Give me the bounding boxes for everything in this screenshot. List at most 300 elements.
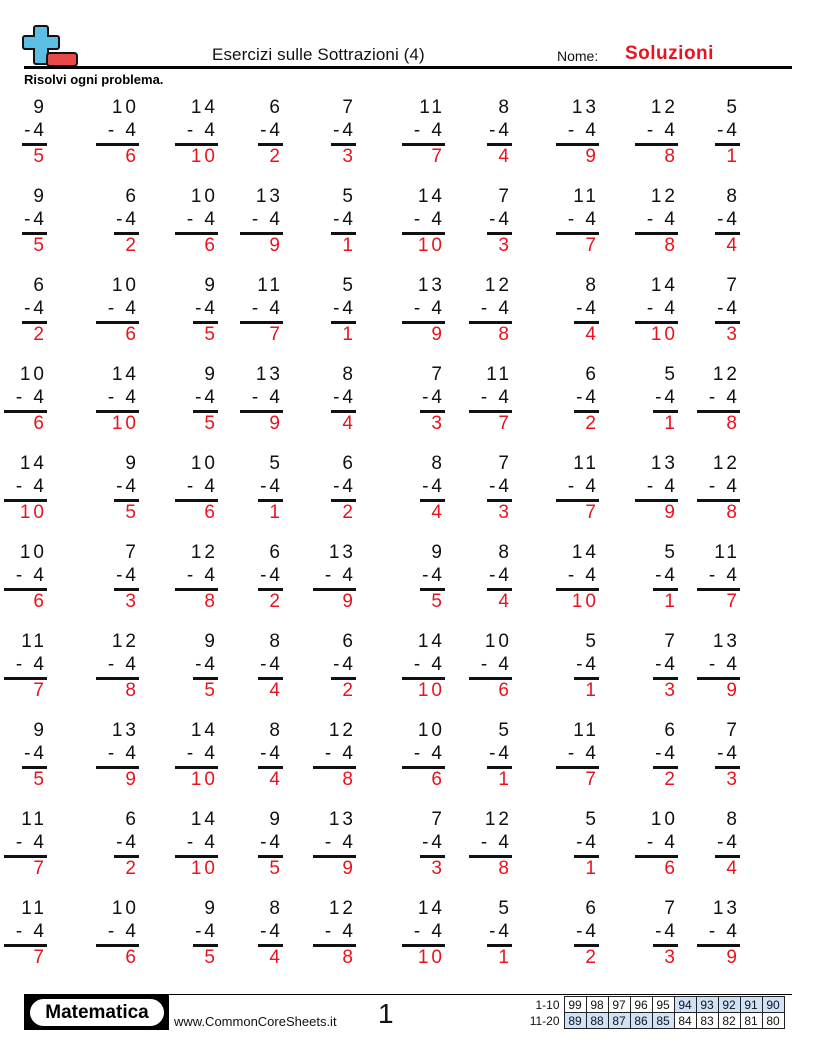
minuend: 6 xyxy=(269,97,283,118)
answer: 2 xyxy=(585,413,599,434)
subtrahend: -4 xyxy=(717,743,740,764)
answer: 4 xyxy=(726,235,740,256)
answer: 9 xyxy=(585,146,599,167)
subtrahend: -4 xyxy=(260,476,283,497)
subtrahend: -4 xyxy=(422,565,445,586)
subtraction-problem xyxy=(487,185,512,257)
minuend: 7 xyxy=(498,186,512,207)
minuend: 6 xyxy=(585,898,599,919)
answer: 7 xyxy=(269,324,283,345)
answer: 10 xyxy=(190,858,218,879)
subtrahend: -4 xyxy=(260,921,283,942)
minuend: 7 xyxy=(431,809,445,830)
answer: 1 xyxy=(726,146,740,167)
minuend: 9 xyxy=(204,364,218,385)
score-cell: 91 xyxy=(740,997,762,1013)
subtraction-problem xyxy=(240,185,283,257)
minuend: 12 xyxy=(712,364,740,385)
answer: 4 xyxy=(431,502,445,523)
subtrahend: - 4 xyxy=(480,387,512,408)
minuend: 5 xyxy=(269,453,283,474)
minuend: 6 xyxy=(342,631,356,652)
problem-row xyxy=(0,897,816,977)
answer: 1 xyxy=(269,502,283,523)
score-cell: 82 xyxy=(718,1013,740,1029)
minuend: 9 xyxy=(125,453,139,474)
subtrahend: - 4 xyxy=(413,298,445,319)
score-cell: 87 xyxy=(608,1013,630,1029)
subtraction-problem xyxy=(331,185,356,257)
subtrahend: -4 xyxy=(333,654,356,675)
minuend: 11 xyxy=(21,631,47,652)
score-cell: 92 xyxy=(718,997,740,1013)
answer: 9 xyxy=(269,413,283,434)
answer: 4 xyxy=(498,146,512,167)
answer: 10 xyxy=(417,947,445,968)
answer: 6 xyxy=(204,502,218,523)
subtraction-problem xyxy=(175,185,218,257)
subtraction-problem xyxy=(175,719,218,791)
minuend: 9 xyxy=(204,275,218,296)
minuend: 8 xyxy=(585,275,599,296)
subtraction-problem xyxy=(574,897,599,969)
answer: 2 xyxy=(664,769,678,790)
subtraction-problem xyxy=(240,274,283,346)
minuend: 6 xyxy=(585,364,599,385)
subtraction-problem xyxy=(402,274,445,346)
answer: 8 xyxy=(726,413,740,434)
minuend: 10 xyxy=(484,631,512,652)
subtraction-problem xyxy=(331,363,356,435)
problem-row xyxy=(0,719,816,799)
subtraction-problem xyxy=(487,541,512,613)
answer: 8 xyxy=(204,591,218,612)
subtraction-problem xyxy=(313,719,356,791)
score-cell: 89 xyxy=(564,1013,586,1029)
answer: 10 xyxy=(111,413,139,434)
subtrahend: -4 xyxy=(24,120,47,141)
subtrahend: -4 xyxy=(489,209,512,230)
subtraction-problem xyxy=(715,719,740,791)
minuend: 13 xyxy=(712,898,740,919)
subtraction-problem xyxy=(193,897,218,969)
minuend: 14 xyxy=(190,720,218,741)
answer: 5 xyxy=(204,947,218,968)
answer: 3 xyxy=(342,146,356,167)
minuend: 8 xyxy=(498,97,512,118)
answer: 1 xyxy=(342,324,356,345)
subtrahend: -4 xyxy=(333,387,356,408)
minuend: 8 xyxy=(269,898,283,919)
score-cell: 93 xyxy=(696,997,718,1013)
subtrahend: -4 xyxy=(655,387,678,408)
minuend: 10 xyxy=(111,898,139,919)
minuend: 8 xyxy=(726,809,740,830)
problem-row xyxy=(0,274,816,354)
subtraction-problem xyxy=(313,808,356,880)
subtrahend: - 4 xyxy=(413,209,445,230)
subtraction-problem xyxy=(258,452,283,524)
answer: 1 xyxy=(342,235,356,256)
answer: 1 xyxy=(498,769,512,790)
minuend: 10 xyxy=(650,809,678,830)
subtraction-problem xyxy=(258,630,283,702)
answer: 8 xyxy=(664,146,678,167)
subtraction-problem xyxy=(193,630,218,702)
minuend: 9 xyxy=(204,898,218,919)
subtraction-problem xyxy=(635,96,678,168)
problem-row xyxy=(0,630,816,710)
subtraction-problem xyxy=(574,808,599,880)
subtrahend: - 4 xyxy=(251,387,283,408)
subtrahend: -4 xyxy=(333,209,356,230)
answer: 2 xyxy=(125,858,139,879)
subtrahend: - 4 xyxy=(324,921,356,942)
answer: 8 xyxy=(342,769,356,790)
answer: 2 xyxy=(342,680,356,701)
score-cell: 80 xyxy=(762,1013,784,1029)
answer: 10 xyxy=(571,591,599,612)
subtraction-problem xyxy=(653,630,678,702)
subtrahend: -4 xyxy=(655,565,678,586)
minuend: 13 xyxy=(328,809,356,830)
subtrahend: - 4 xyxy=(15,565,47,586)
minuend: 9 xyxy=(431,542,445,563)
answer: 7 xyxy=(498,413,512,434)
answer: 6 xyxy=(664,858,678,879)
answer: 9 xyxy=(726,680,740,701)
answer: 3 xyxy=(664,947,678,968)
minuend: 12 xyxy=(328,898,356,919)
answer: 9 xyxy=(342,591,356,612)
answer: 6 xyxy=(33,591,47,612)
answer: 3 xyxy=(125,591,139,612)
minuend: 10 xyxy=(111,97,139,118)
minuend: 7 xyxy=(664,631,678,652)
answer: 10 xyxy=(650,324,678,345)
subtrahend: -4 xyxy=(333,120,356,141)
subtrahend: - 4 xyxy=(646,120,678,141)
subtraction-problem xyxy=(653,541,678,613)
plus-minus-logo-icon xyxy=(22,24,80,68)
subtrahend: -4 xyxy=(489,921,512,942)
subtrahend: - 4 xyxy=(15,832,47,853)
answer: 6 xyxy=(204,235,218,256)
subtraction-problem xyxy=(96,274,139,346)
subtrahend: - 4 xyxy=(324,565,356,586)
answer: 1 xyxy=(664,591,678,612)
subtrahend: - 4 xyxy=(251,298,283,319)
minuend: 13 xyxy=(712,631,740,652)
minuend: 5 xyxy=(342,186,356,207)
subtrahend: -4 xyxy=(260,654,283,675)
minuend: 12 xyxy=(111,631,139,652)
answer: 5 xyxy=(204,324,218,345)
minuend: 11 xyxy=(714,542,740,563)
minuend: 5 xyxy=(664,364,678,385)
subtraction-problem xyxy=(487,96,512,168)
subtrahend: - 4 xyxy=(324,832,356,853)
subtrahend: - 4 xyxy=(708,921,740,942)
subtrahend: - 4 xyxy=(15,387,47,408)
subtrahend: - 4 xyxy=(567,120,599,141)
answer: 6 xyxy=(125,146,139,167)
minuend: 8 xyxy=(342,364,356,385)
subtrahend: - 4 xyxy=(708,565,740,586)
subtrahend: - 4 xyxy=(708,654,740,675)
subtraction-problem xyxy=(4,897,47,969)
subtraction-problem xyxy=(469,363,512,435)
subtrahend: - 4 xyxy=(186,832,218,853)
minuend: 7 xyxy=(726,720,740,741)
minuend: 11 xyxy=(573,453,599,474)
subtraction-problem xyxy=(22,719,47,791)
answer: 6 xyxy=(125,324,139,345)
minuend: 8 xyxy=(726,186,740,207)
subtrahend: - 4 xyxy=(186,743,218,764)
subtrahend: - 4 xyxy=(646,298,678,319)
subtrahend: -4 xyxy=(260,120,283,141)
subtrahend: - 4 xyxy=(567,743,599,764)
answer: 7 xyxy=(726,591,740,612)
subtraction-problem xyxy=(420,452,445,524)
minuend: 11 xyxy=(573,186,599,207)
subtraction-problem xyxy=(469,274,512,346)
subtraction-problem xyxy=(96,630,139,702)
minuend: 5 xyxy=(498,898,512,919)
subtraction-problem xyxy=(114,541,139,613)
answer: 3 xyxy=(431,858,445,879)
answer: 1 xyxy=(585,680,599,701)
answer: 4 xyxy=(342,413,356,434)
minuend: 6 xyxy=(664,720,678,741)
answer: 9 xyxy=(342,858,356,879)
score-cell: 98 xyxy=(586,997,608,1013)
minuend: 12 xyxy=(712,453,740,474)
subtraction-problem xyxy=(193,363,218,435)
subtrahend: -4 xyxy=(24,298,47,319)
minuend: 13 xyxy=(417,275,445,296)
subtraction-problem xyxy=(175,452,218,524)
subtraction-problem xyxy=(331,630,356,702)
subtraction-problem xyxy=(697,541,740,613)
subtrahend: - 4 xyxy=(107,654,139,675)
subtrahend: -4 xyxy=(489,743,512,764)
answer: 10 xyxy=(417,235,445,256)
subtraction-problem xyxy=(22,274,47,346)
answer: 5 xyxy=(204,413,218,434)
subtraction-problem xyxy=(22,96,47,168)
subtraction-problem xyxy=(420,808,445,880)
subtrahend: - 4 xyxy=(15,476,47,497)
answer: 8 xyxy=(726,502,740,523)
subtrahend: - 4 xyxy=(186,120,218,141)
subtraction-problem xyxy=(715,274,740,346)
subtraction-problem xyxy=(114,185,139,257)
answer: 8 xyxy=(342,947,356,968)
subtraction-problem xyxy=(556,452,599,524)
subtrahend: - 4 xyxy=(186,476,218,497)
subtraction-problem xyxy=(4,630,47,702)
subtrahend: -4 xyxy=(333,298,356,319)
problem-row xyxy=(0,452,816,532)
subtraction-problem xyxy=(175,808,218,880)
score-cell: 84 xyxy=(674,1013,696,1029)
score-cell: 86 xyxy=(630,1013,652,1029)
minuend: 6 xyxy=(125,186,139,207)
answer: 7 xyxy=(33,947,47,968)
score-cell: 90 xyxy=(762,997,784,1013)
minuend: 5 xyxy=(726,97,740,118)
subtraction-problem xyxy=(313,541,356,613)
subtraction-problem xyxy=(556,541,599,613)
subtraction-problem xyxy=(556,96,599,168)
subtrahend: - 4 xyxy=(413,654,445,675)
subtraction-problem xyxy=(715,96,740,168)
answer: 6 xyxy=(431,769,445,790)
subtraction-problem xyxy=(653,719,678,791)
subtraction-problem xyxy=(715,808,740,880)
subtrahend: -4 xyxy=(195,921,218,942)
subtrahend: - 4 xyxy=(107,298,139,319)
answer: 9 xyxy=(125,769,139,790)
minuend: 14 xyxy=(650,275,678,296)
subtraction-problem xyxy=(715,185,740,257)
answer: 9 xyxy=(431,324,445,345)
answer: 2 xyxy=(125,235,139,256)
minuend: 14 xyxy=(19,453,47,474)
subtraction-problem xyxy=(574,363,599,435)
subtraction-problem xyxy=(420,541,445,613)
subtrahend: - 4 xyxy=(413,921,445,942)
subtrahend: -4 xyxy=(422,476,445,497)
answer: 2 xyxy=(585,947,599,968)
problem-row xyxy=(0,541,816,621)
answer: 4 xyxy=(269,769,283,790)
subtrahend: -4 xyxy=(195,654,218,675)
minuend: 5 xyxy=(585,631,599,652)
subtraction-problem xyxy=(240,363,283,435)
answer: 9 xyxy=(726,947,740,968)
minuend: 5 xyxy=(498,720,512,741)
minuend: 8 xyxy=(498,542,512,563)
subtrahend: -4 xyxy=(717,120,740,141)
subtraction-problem xyxy=(4,452,47,524)
minuend: 9 xyxy=(269,809,283,830)
problem-row xyxy=(0,808,816,888)
subtrahend: -4 xyxy=(489,476,512,497)
subtrahend: -4 xyxy=(333,476,356,497)
answer: 9 xyxy=(269,235,283,256)
subtraction-problem xyxy=(96,897,139,969)
subtrahend: - 4 xyxy=(480,298,512,319)
minuend: 7 xyxy=(431,364,445,385)
subtrahend: -4 xyxy=(576,832,599,853)
minuend: 10 xyxy=(111,275,139,296)
subtrahend: - 4 xyxy=(708,476,740,497)
minuend: 14 xyxy=(417,898,445,919)
subtraction-problem xyxy=(635,185,678,257)
minuend: 11 xyxy=(21,809,47,830)
subtrahend: - 4 xyxy=(646,476,678,497)
instructions: Risolvi ogni problema. xyxy=(24,72,164,87)
score-cell: 88 xyxy=(586,1013,608,1029)
answer: 5 xyxy=(33,235,47,256)
subtrahend: - 4 xyxy=(480,832,512,853)
answer: 1 xyxy=(585,858,599,879)
subtrahend: -4 xyxy=(195,387,218,408)
subtraction-problem xyxy=(487,719,512,791)
answer: 7 xyxy=(585,769,599,790)
minuend: 9 xyxy=(204,631,218,652)
minuend: 13 xyxy=(328,542,356,563)
subtrahend: -4 xyxy=(24,743,47,764)
subtraction-problem xyxy=(402,96,445,168)
minuend: 11 xyxy=(419,97,445,118)
score-cell: 99 xyxy=(564,997,586,1013)
subtraction-problem xyxy=(4,808,47,880)
subtrahend: - 4 xyxy=(646,832,678,853)
subtraction-problem xyxy=(114,452,139,524)
minuend: 10 xyxy=(19,364,47,385)
subtrahend: -4 xyxy=(489,120,512,141)
subtrahend: -4 xyxy=(116,209,139,230)
score-cell: 96 xyxy=(630,997,652,1013)
answer: 5 xyxy=(269,858,283,879)
subtrahend: - 4 xyxy=(107,120,139,141)
subtrahend: - 4 xyxy=(567,565,599,586)
minuend: 11 xyxy=(573,720,599,741)
score-cell: 81 xyxy=(740,1013,762,1029)
answer: 6 xyxy=(33,413,47,434)
answer: 3 xyxy=(726,324,740,345)
subtrahend: -4 xyxy=(576,387,599,408)
subtraction-problem xyxy=(697,897,740,969)
minuend: 12 xyxy=(484,275,512,296)
subtraction-problem xyxy=(258,719,283,791)
answer: 7 xyxy=(585,235,599,256)
answer: 8 xyxy=(664,235,678,256)
answer: 5 xyxy=(33,769,47,790)
answer: 5 xyxy=(204,680,218,701)
subtraction-problem xyxy=(574,630,599,702)
minuend: 13 xyxy=(255,186,283,207)
answer: 1 xyxy=(498,947,512,968)
answer: 4 xyxy=(269,680,283,701)
subtraction-problem xyxy=(487,452,512,524)
minuend: 6 xyxy=(342,453,356,474)
minuend: 10 xyxy=(19,542,47,563)
page-number: 1 xyxy=(378,998,394,1029)
brand-label: Matematica xyxy=(30,999,164,1026)
subtraction-problem xyxy=(556,719,599,791)
subtrahend: - 4 xyxy=(186,565,218,586)
subtrahend: - 4 xyxy=(480,654,512,675)
subtrahend: - 4 xyxy=(567,209,599,230)
subtrahend: -4 xyxy=(576,921,599,942)
answer: 8 xyxy=(498,324,512,345)
answer: 7 xyxy=(585,502,599,523)
score-cell: 97 xyxy=(608,997,630,1013)
subtraction-problem xyxy=(258,808,283,880)
minuend: 6 xyxy=(269,542,283,563)
minuend: 8 xyxy=(431,453,445,474)
minuend: 12 xyxy=(328,720,356,741)
subtraction-problem xyxy=(331,452,356,524)
subtrahend: -4 xyxy=(576,654,599,675)
score-cell: 95 xyxy=(652,997,674,1013)
subtraction-problem xyxy=(635,452,678,524)
